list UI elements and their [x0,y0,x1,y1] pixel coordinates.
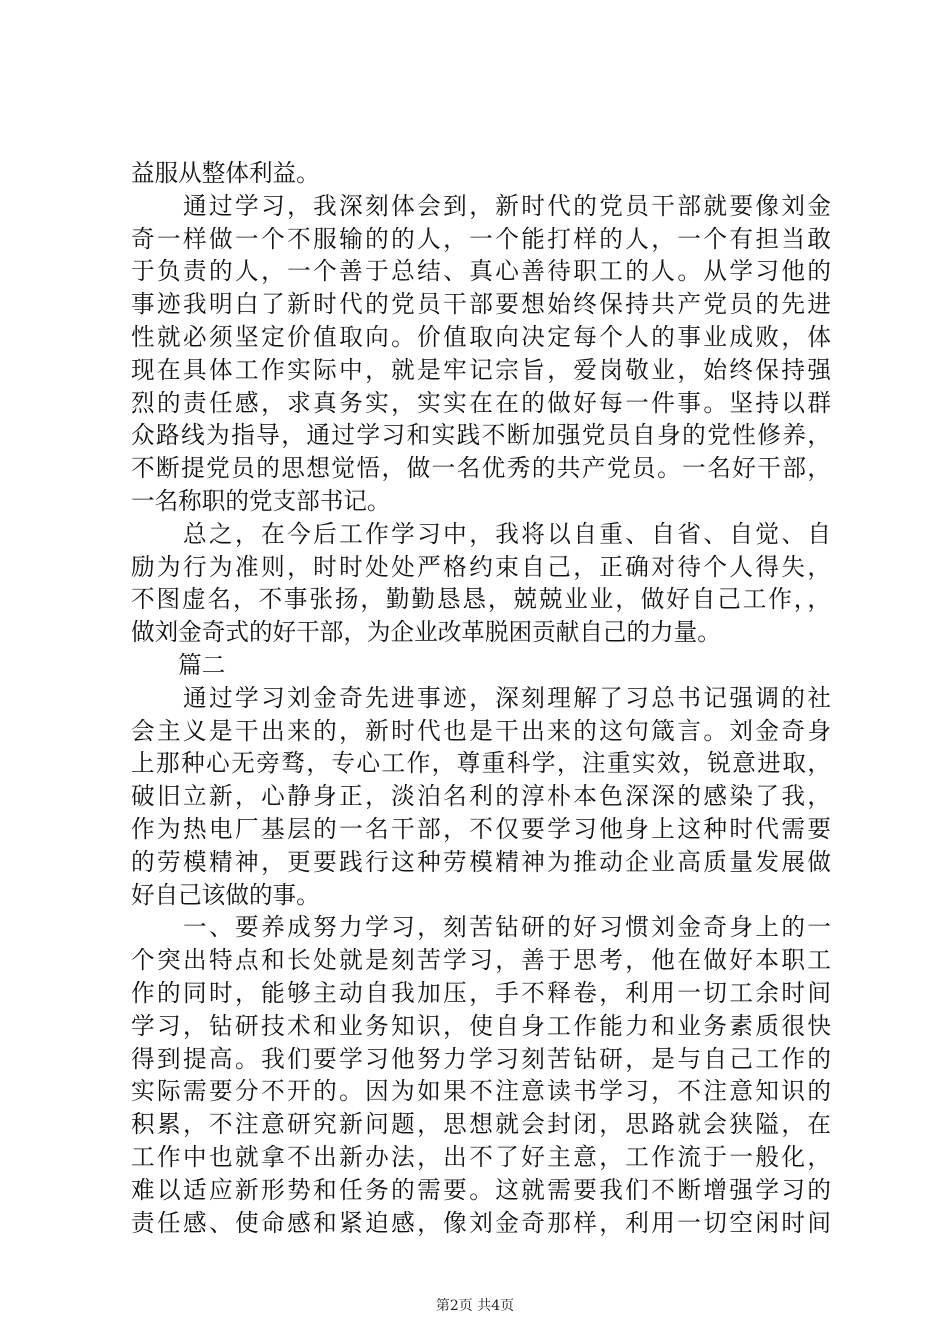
text-line: 不图虚名，不事张扬，勤勤恳恳，兢兢业业，做好自己工作，， [131,585,831,614]
text-line: 个突出特点和长处就是刻苦学习，善于思考，他在做好本职工 [131,946,831,975]
text-line: 积累，不注意研究新问题，思想就会封闭，思路就会狭隘，在 [131,1110,831,1139]
text-line: 通过学习，我深刻体会到，新时代的党员干部就要像刘金 [131,191,831,220]
text-line: 于负责的人，一个善于总结、真心善待职工的人。从学习他的 [131,257,831,286]
text-line: 励为行为准则，时时处处严格约束自己，正确对待个人得失， [131,552,831,581]
text-line: 总之，在今后工作学习中，我将以自重、自省、自觉、自 [131,519,831,548]
text-line: 众路线为指导，通过学习和实践不断加强党员自身的党性修养， [131,421,831,450]
text-line: 不断提党员的思想觉悟，做一名优秀的共产党员。一名好干部， [131,454,831,483]
body-text [131,157,831,1239]
text-line: 上那种心无旁骛，专心工作，尊重科学，注重实效，锐意进取， [131,749,831,778]
text-line: 一名称职的党支部书记。 [131,486,391,515]
text-line: 一、要养成努力学习，刻苦钻研的好习惯刘金奇身上的一 [131,913,831,942]
text-line: 通过学习刘金奇先进事迹，深刻理解了习总书记强调的社 [131,683,831,712]
text-line: 实际需要分不开的。因为如果不注意读书学习，不注意知识的 [131,1077,831,1106]
text-line: 益服从整体利益。 [131,159,320,187]
text-line: 做刘金奇式的好干部，为企业改革脱困贡献自己的力量。 [131,618,721,647]
text-line: 学习，钻研技术和业务知识，使自身工作能力和业务素质很快 [131,1011,831,1040]
text-line: 现在具体工作实际中，就是牢记宗旨，爱岗敬业，始终保持强 [131,355,831,384]
text-line: 作的同时，能够主动自我加压，手不释卷，利用一切工余时间 [131,978,831,1007]
text-line: 难以适应新形势和任务的需要。这就需要我们不断增强学习的 [131,1175,831,1204]
text-line: 烈的责任感，求真务实，实实在在的做好每一件事。坚持以群 [131,388,831,417]
text-line: 责任感、使命感和紧迫感，像刘金奇那样，利用一切空闲时间 [131,1208,831,1237]
text-line: 作为热电厂基层的一名干部，不仅要学习他身上这种时代需要 [131,814,831,843]
text-line: 会主义是干出来的，新时代也是干出来的这句箴言。刘金奇身 [131,716,831,745]
text-line: 得到提高。我们要学习他努力学习刻苦钻研，是与自己工作的 [131,1044,831,1073]
text-line: 的劳模精神，更要践行这种劳模精神为推动企业高质量发展做 [131,847,831,876]
text-line: 篇二 [131,650,226,679]
page-footer: 第2页 共4页 [435,1298,515,1314]
text-line: 性就必须坚定价值取向。价值取向决定每个人的事业成败，体 [131,322,831,351]
text-line: 好自己该做的事。 [131,880,320,909]
text-line: 工作中也就拿不出新办法，出不了好主意，工作流于一般化， [131,1142,831,1171]
text-line: 事迹我明白了新时代的党员干部要想始终保持共产党员的先进 [131,290,831,319]
text-line: 奇一样做一个不服输的的人，一个能打样的人，一个有担当敢 [131,224,831,253]
text-line: 破旧立新，心静身正，淡泊名利的淳朴本色深深的感染了我， [131,782,831,811]
